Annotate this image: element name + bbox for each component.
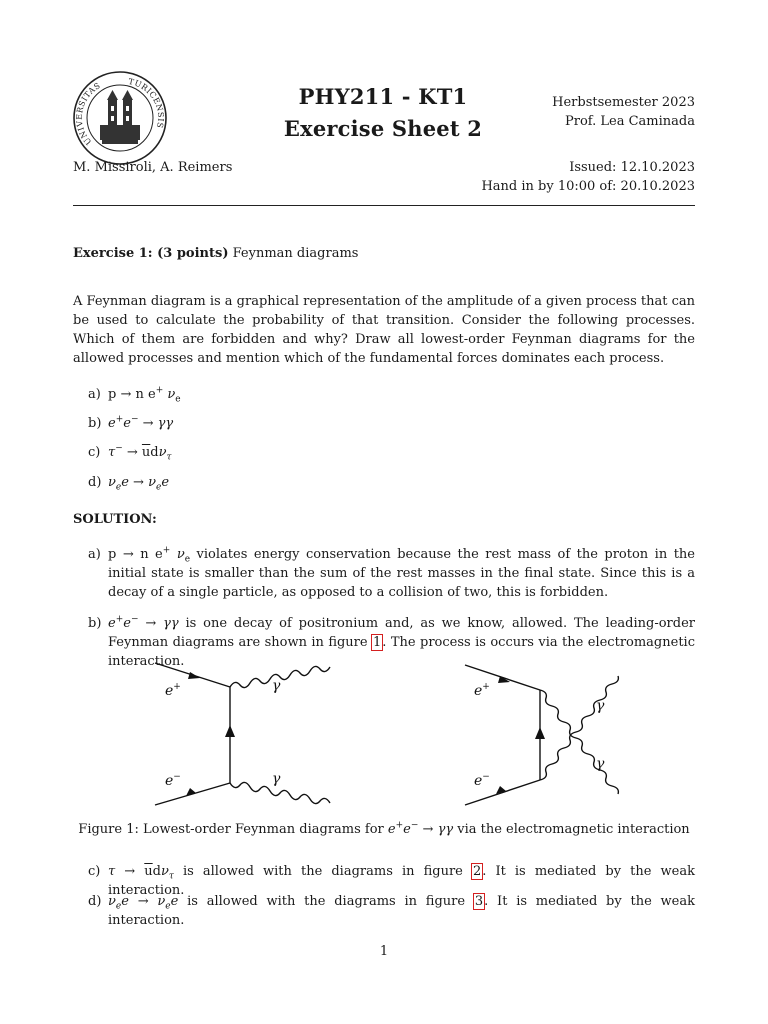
solution-text: $\nu_ee \to \nu_ee$ is allowed with the diagrams in figure 3. It is mediated by the weak interaction. bbox=[108, 894, 696, 928]
process-equation: $\tau^- \to \overline{u}d\nu_\tau$ bbox=[108, 443, 172, 463]
solution-item-a bbox=[88, 545, 695, 605]
semester-info bbox=[552, 93, 695, 131]
process-item-b bbox=[88, 414, 695, 433]
item-label: a) bbox=[88, 387, 101, 402]
feynman-diagram-t-channel bbox=[155, 663, 330, 805]
course-title: PHY211 - KT1 bbox=[298, 84, 468, 109]
exercise-points: (3 points) bbox=[157, 246, 229, 261]
process-equation: $\nu_ee \to \nu_ee$ bbox=[108, 475, 170, 493]
item-label: c) bbox=[88, 864, 101, 879]
process-equation: e+e− → γγ bbox=[108, 414, 174, 431]
positron-label: e+ bbox=[165, 682, 181, 699]
item-label: b) bbox=[88, 416, 102, 431]
university-seal-logo bbox=[72, 70, 168, 166]
figure-ref-link[interactable]: 3 bbox=[474, 894, 484, 909]
item-label: a) bbox=[88, 547, 101, 562]
exercise-topic: Feynman diagrams bbox=[232, 246, 359, 261]
svg-text:TURICENSIS: TURICENSIS bbox=[127, 77, 166, 130]
assistants: M. Missiroli, A. Reimers bbox=[73, 160, 233, 175]
photon-label: γ bbox=[596, 698, 605, 714]
solution-text: $\tau \to \overline{u}d\nu_\tau$ is allowed with the diagrams in figure 2. It is mediated by the weak interaction. bbox=[108, 864, 695, 898]
figure-caption: Figure 1: Lowest-order Feynman diagrams for e+e− → γγ via the electromagnetic interaction bbox=[78, 820, 690, 837]
svg-text:UNIVERSITAS: UNIVERSITAS bbox=[74, 80, 103, 147]
feynman-diagrams-figure bbox=[140, 655, 680, 815]
electron-label: e− bbox=[474, 772, 490, 789]
figure-ref-link[interactable]: 1 bbox=[373, 635, 382, 650]
professor: Prof. Lea Caminada bbox=[565, 114, 695, 129]
semester: Herbstsemester 2023 bbox=[552, 95, 695, 110]
solution-text: e+e− → γγ is one decay of positronium and, as we know, allowed. The leading-order Feynman diagrams are shown in figure 1. The process is occurs via the electromagnetic interaction. bbox=[108, 614, 696, 669]
electron-label: e− bbox=[165, 772, 181, 789]
item-label: d) bbox=[88, 894, 102, 909]
solution-item-c bbox=[88, 862, 695, 898]
process-item-d bbox=[88, 473, 695, 492]
dates-info bbox=[481, 158, 695, 196]
page-number: 1 bbox=[379, 944, 389, 959]
process-item-c bbox=[88, 443, 695, 462]
figure-ref-link[interactable]: 2 bbox=[472, 864, 482, 879]
item-label: b) bbox=[88, 616, 102, 631]
item-label: d) bbox=[88, 475, 102, 490]
solution-item-d bbox=[88, 892, 696, 928]
solution-item-b bbox=[88, 614, 696, 669]
process-equation: p → n e+ $\nu_e$ bbox=[108, 385, 181, 405]
item-label: c) bbox=[88, 445, 101, 460]
exercise-intro: A Feynman diagram is a graphical representation of the amplitude of a given process that can be used to calculate the probability of that transition. Consider the following processes. Which of them are forbidden and why? Draw all lowest-order Feynman diagrams for the allowed processes and mention which of the fundamental forces dominates each process. bbox=[73, 294, 695, 366]
photon-label: γ bbox=[272, 771, 281, 787]
photon-label: γ bbox=[596, 756, 605, 772]
positron-label: e+ bbox=[474, 682, 490, 699]
issued-date: Issued: 12.10.2023 bbox=[569, 160, 695, 175]
exercise-label: Exercise 1 bbox=[73, 246, 148, 261]
sheet-title: Exercise Sheet 2 bbox=[283, 116, 483, 141]
photon-label: γ bbox=[272, 678, 281, 694]
solution-heading: SOLUTION: bbox=[73, 512, 157, 527]
exercise-heading: Exercise 1: (3 points) Feynman diagrams bbox=[73, 246, 359, 261]
hand-in-date: Hand in by 10:00 of: 20.10.2023 bbox=[481, 179, 695, 194]
process-item-a bbox=[88, 385, 695, 404]
solution-text: p → n e+ $\nu_e$ violates energy conservation because the rest mass of the proton in the initial state is smaller than the sum of the rest masses in the final state. Since this is a decay of a single particle, as opposed to a collision of two, this is forbidden. bbox=[108, 545, 695, 600]
header-divider bbox=[73, 205, 695, 206]
